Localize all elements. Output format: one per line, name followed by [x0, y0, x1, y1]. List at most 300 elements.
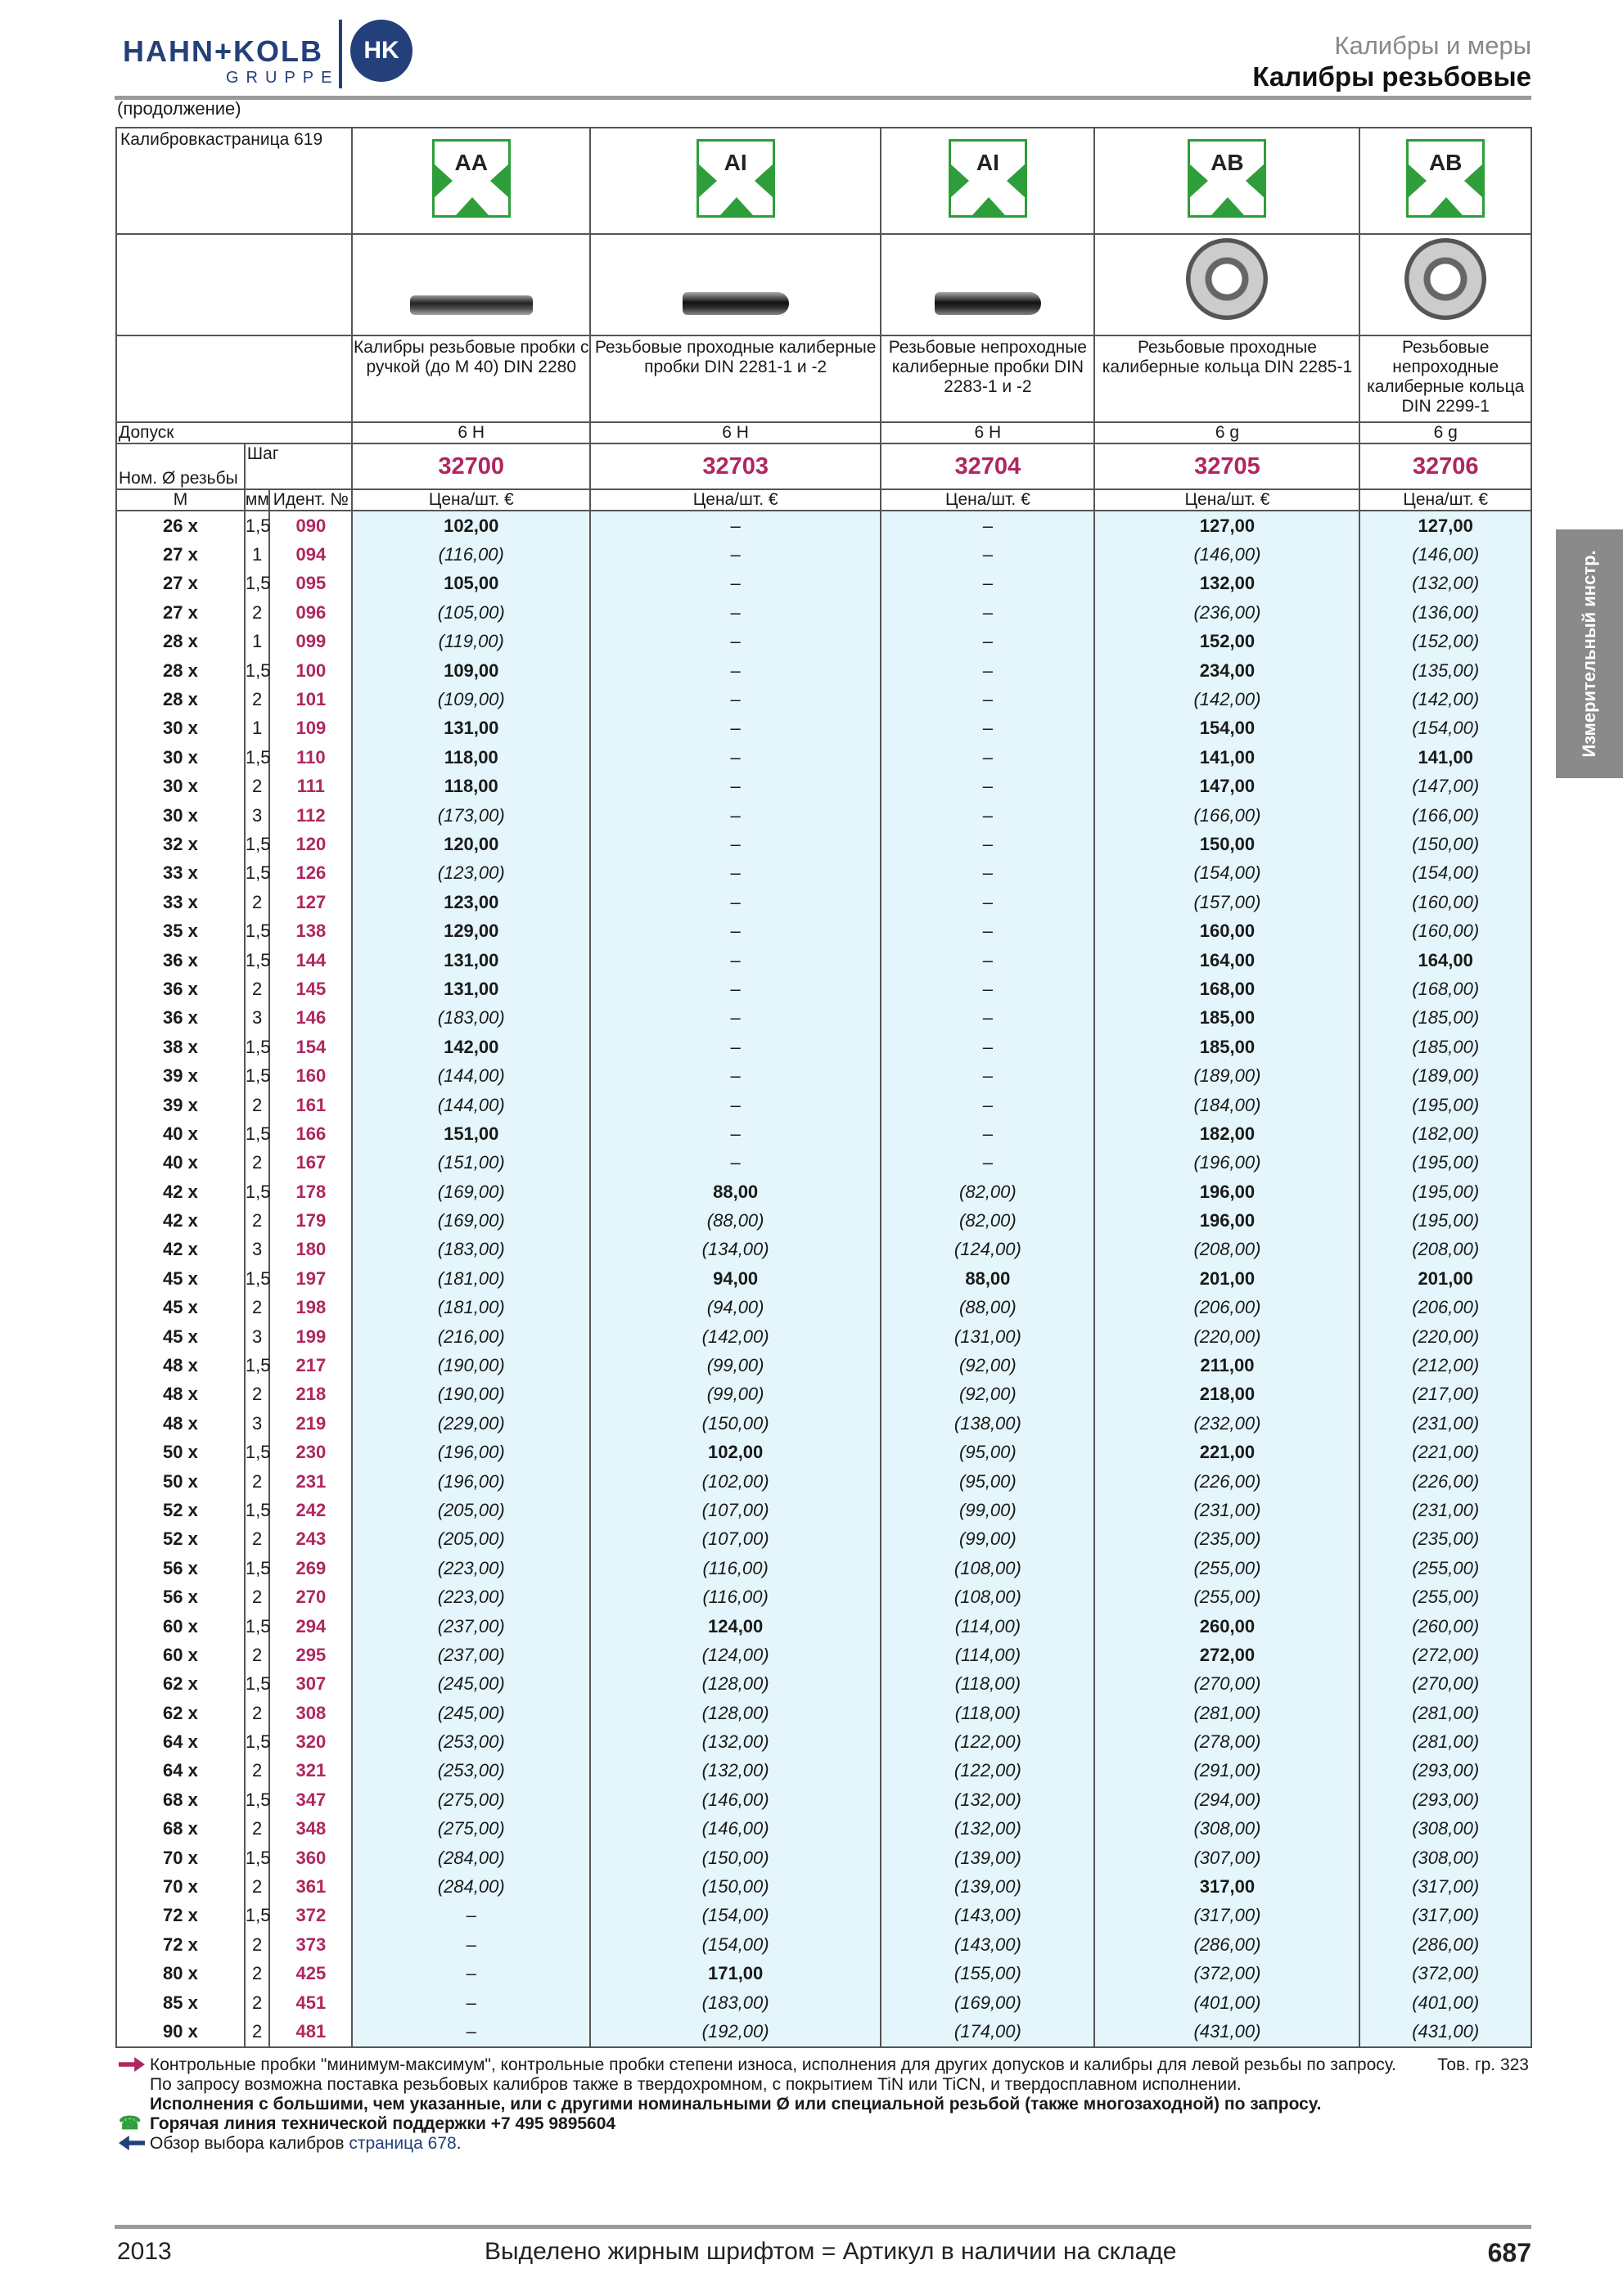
pitch: 1,5: [245, 1438, 269, 1467]
price-32706: (136,00): [1359, 598, 1531, 627]
price-32703: (154,00): [590, 1902, 881, 1930]
pitch: 1,5: [245, 1902, 269, 1930]
table-row: [116, 628, 1531, 656]
price-32703: (142,00): [590, 1322, 881, 1351]
price-32704: –: [881, 859, 1094, 888]
product-image-2: [881, 234, 1094, 335]
price-32705: (154,00): [1094, 859, 1359, 888]
table-row: [116, 656, 1531, 685]
thread-size: 36 x: [116, 946, 245, 975]
price-32705: (231,00): [1094, 1496, 1359, 1524]
article-2: 32704: [881, 443, 1094, 489]
price-32704: (122,00): [881, 1727, 1094, 1756]
thread-size: 50 x: [116, 1467, 245, 1496]
ident-no: 348: [269, 1815, 352, 1844]
thread-size: 72 x: [116, 1902, 245, 1930]
price-32700: (245,00): [352, 1670, 590, 1699]
price-32704: –: [881, 714, 1094, 743]
price-32706: (272,00): [1359, 1641, 1531, 1669]
price-32704: (169,00): [881, 1988, 1094, 2017]
ident-no: 321: [269, 1757, 352, 1785]
price-32705: (317,00): [1094, 1902, 1359, 1930]
table-row: [116, 859, 1531, 888]
price-32700: (196,00): [352, 1438, 590, 1467]
price-32700: –: [352, 1988, 590, 2017]
pitch: 3: [245, 1236, 269, 1264]
note-hotline: [115, 2114, 1532, 2134]
thread-size: 42 x: [116, 1177, 245, 1206]
table-row: [116, 1294, 1531, 1322]
ident-no: 294: [269, 1612, 352, 1641]
price-32700: –: [352, 1930, 590, 1959]
pitch: 1: [245, 540, 269, 569]
price-32704: (99,00): [881, 1525, 1094, 1554]
thread-size: 56 x: [116, 1582, 245, 1611]
table-row: [116, 1902, 1531, 1930]
price-32703: (128,00): [590, 1699, 881, 1727]
price-32705: 152,00: [1094, 628, 1359, 656]
price-32706: 164,00: [1359, 946, 1531, 975]
product-desc-0: Калибры резьбовые пробки с ручкой (до М 40) DIN 2280: [352, 335, 590, 422]
tolerance-4: 6 g: [1359, 422, 1531, 443]
pitch: 1,5: [245, 1670, 269, 1699]
thread-size: 85 x: [116, 1988, 245, 2017]
note-coatings: По запросу возможна поставка резьбовых калибров также в твердохромном, с покрытием TiN или TiCN, и твердосплавном исполнении.: [150, 2075, 1242, 2094]
price-32700: (275,00): [352, 1815, 590, 1844]
table-row: [116, 888, 1531, 916]
thread-size: 80 x: [116, 1960, 245, 1988]
pitch: 3: [245, 801, 269, 830]
price-32700: (183,00): [352, 1236, 590, 1264]
note-special: Исполнения с большими, чем указанные, или с другими номинальными Ø или специальной резьбой (также многозаходной) по запросу.: [150, 2095, 1322, 2114]
price-unit-1: Цена/шт. €: [590, 489, 881, 511]
price-32700: (119,00): [352, 628, 590, 656]
thread-size: 33 x: [116, 888, 245, 916]
price-32703: –: [590, 1033, 881, 1061]
footer-rule: [115, 2225, 1531, 2229]
table-row: [116, 1409, 1531, 1438]
table-row: [116, 743, 1531, 772]
price-32700: (190,00): [352, 1351, 590, 1380]
thread-size: 52 x: [116, 1496, 245, 1524]
price-32705: (307,00): [1094, 1844, 1359, 1872]
product-badge-4: [1359, 128, 1531, 234]
price-rows: [116, 511, 1531, 2047]
table-row: [116, 1004, 1531, 1033]
pitch: 2: [245, 1467, 269, 1496]
col-ident-header: Идент. №: [269, 489, 352, 511]
pitch: 1,5: [245, 1496, 269, 1524]
price-32703: (146,00): [590, 1785, 881, 1814]
thread-size: 28 x: [116, 628, 245, 656]
price-32705: (189,00): [1094, 1061, 1359, 1090]
price-32706: (293,00): [1359, 1757, 1531, 1785]
pitch: 2: [245, 1641, 269, 1669]
price-32700: (109,00): [352, 685, 590, 714]
table-row: [116, 1033, 1531, 1061]
ring-gauge-icon: [1404, 238, 1486, 320]
price-32705: (142,00): [1094, 685, 1359, 714]
ident-no: 231: [269, 1467, 352, 1496]
gauge-type-icon: AA: [432, 139, 511, 218]
price-32703: –: [590, 685, 881, 714]
price-32703: (150,00): [590, 1872, 881, 1901]
price-32703: –: [590, 714, 881, 743]
pitch: 2: [245, 772, 269, 801]
pitch: 2: [245, 888, 269, 916]
price-32706: (255,00): [1359, 1554, 1531, 1582]
thread-size: 30 x: [116, 743, 245, 772]
ident-no: 178: [269, 1177, 352, 1206]
price-32705: 201,00: [1094, 1264, 1359, 1293]
price-32703: (94,00): [590, 1294, 881, 1322]
price-32700: 109,00: [352, 656, 590, 685]
table-row: [116, 1988, 1531, 2017]
price-32700: 142,00: [352, 1033, 590, 1061]
thread-size: 30 x: [116, 714, 245, 743]
gauge-type-icon: AI: [949, 139, 1027, 218]
thread-size: 32 x: [116, 830, 245, 858]
pitch: 1: [245, 628, 269, 656]
price-32703: (192,00): [590, 2017, 881, 2046]
product-desc-3: Резьбовые проходные калиберные кольца DIN 2285-1: [1094, 335, 1359, 422]
table-row: [116, 1699, 1531, 1727]
ident-no: 308: [269, 1699, 352, 1727]
price-32703: –: [590, 569, 881, 598]
thread-size: 48 x: [116, 1351, 245, 1380]
thread-size: 35 x: [116, 916, 245, 945]
pitch: 2: [245, 1960, 269, 1988]
price-32705: 160,00: [1094, 916, 1359, 945]
price-32705: (401,00): [1094, 1988, 1359, 2017]
tolerance-3: 6 g: [1094, 422, 1359, 443]
product-desc-1: Резьбовые проходные калиберные пробки DIN 2281-1 и -2: [590, 335, 881, 422]
table-row: [116, 1872, 1531, 1901]
price-32704: –: [881, 1033, 1094, 1061]
ident-no: 269: [269, 1554, 352, 1582]
table-row: [116, 1264, 1531, 1293]
price-32703: –: [590, 540, 881, 569]
price-32700: (123,00): [352, 859, 590, 888]
note-overview: [115, 2134, 1532, 2154]
pitch: 3: [245, 1004, 269, 1033]
price-32700: 102,00: [352, 511, 590, 540]
price-32704: (118,00): [881, 1699, 1094, 1727]
tolerance-2: 6 H: [881, 422, 1094, 443]
price-32703: –: [590, 772, 881, 801]
product-image-1: [590, 234, 881, 335]
table-row: [116, 830, 1531, 858]
price-32703: –: [590, 1149, 881, 1177]
thread-size: 36 x: [116, 975, 245, 1003]
arrow-right-icon: [119, 2057, 145, 2072]
price-32706: (168,00): [1359, 975, 1531, 1003]
pitch: 1,5: [245, 1554, 269, 1582]
thread-size: 30 x: [116, 772, 245, 801]
price-32700: (196,00): [352, 1467, 590, 1496]
side-section-tab[interactable]: [1556, 529, 1623, 778]
pitch: 1,5: [245, 1612, 269, 1641]
thread-size: 90 x: [116, 2017, 245, 2046]
price-32703: 171,00: [590, 1960, 881, 1988]
price-32706: (270,00): [1359, 1670, 1531, 1699]
price-32700: 105,00: [352, 569, 590, 598]
price-32700: (229,00): [352, 1409, 590, 1438]
price-32703: (132,00): [590, 1757, 881, 1785]
price-32703: (124,00): [590, 1641, 881, 1669]
thread-size: 62 x: [116, 1670, 245, 1699]
ident-no: 112: [269, 801, 352, 830]
price-32705: (235,00): [1094, 1525, 1359, 1554]
ident-no: 360: [269, 1844, 352, 1872]
ident-no: 198: [269, 1294, 352, 1322]
price-32706: 141,00: [1359, 743, 1531, 772]
overview-page-link[interactable]: страница 678: [349, 2134, 457, 2153]
price-32700: (216,00): [352, 1322, 590, 1351]
price-32704: –: [881, 801, 1094, 830]
brand-name: HAHN+KOLB: [123, 34, 324, 68]
price-32704: (174,00): [881, 2017, 1094, 2046]
table-row: [116, 1554, 1531, 1582]
price-32704: (131,00): [881, 1322, 1094, 1351]
thread-size: 56 x: [116, 1554, 245, 1582]
price-32704: (132,00): [881, 1815, 1094, 1844]
ident-no: 270: [269, 1582, 352, 1611]
price-32705: 185,00: [1094, 1004, 1359, 1033]
price-32705: (226,00): [1094, 1467, 1359, 1496]
table-row: [116, 714, 1531, 743]
ident-no: 320: [269, 1727, 352, 1756]
pitch: 2: [245, 1380, 269, 1409]
product-badge-1: [590, 128, 881, 234]
price-32704: (122,00): [881, 1757, 1094, 1785]
price-32704: –: [881, 888, 1094, 916]
price-32704: (124,00): [881, 1236, 1094, 1264]
price-32700: 123,00: [352, 888, 590, 916]
pitch: 2: [245, 2017, 269, 2046]
product-group-ref: Тов. гр. 323: [1437, 2055, 1529, 2074]
col-m-header: M: [116, 489, 245, 511]
price-32703: (150,00): [590, 1409, 881, 1438]
price-32700: (105,00): [352, 598, 590, 627]
pitch: 1,5: [245, 656, 269, 685]
price-32704: –: [881, 946, 1094, 975]
ident-no: 361: [269, 1872, 352, 1901]
price-32704: –: [881, 916, 1094, 945]
price-32703: –: [590, 916, 881, 945]
price-32704: (92,00): [881, 1380, 1094, 1409]
price-32706: (281,00): [1359, 1727, 1531, 1756]
price-32700: (284,00): [352, 1844, 590, 1872]
catalog-page-ref: Калибровкастраница 619: [116, 128, 352, 234]
price-32706: (308,00): [1359, 1844, 1531, 1872]
price-32700: (169,00): [352, 1206, 590, 1235]
price-32705: 164,00: [1094, 946, 1359, 975]
thread-size: 42 x: [116, 1236, 245, 1264]
thread-size: 45 x: [116, 1322, 245, 1351]
price-32705: 132,00: [1094, 569, 1359, 598]
thread-size: 48 x: [116, 1380, 245, 1409]
ident-no: 109: [269, 714, 352, 743]
brand-sub: GRUPPE: [226, 69, 340, 87]
note-options-text: Контрольные пробки "минимум-максимум", контрольные пробки степени износа, исполнения для других допусков и калибры для левой резьбы по запросу.: [150, 2055, 1396, 2074]
header-rule: [115, 96, 1531, 100]
price-32706: (189,00): [1359, 1061, 1531, 1090]
table-row: [116, 975, 1531, 1003]
price-32700: (237,00): [352, 1612, 590, 1641]
price-32700: (253,00): [352, 1727, 590, 1756]
price-32704: 88,00: [881, 1264, 1094, 1293]
ident-no: 099: [269, 628, 352, 656]
price-32700: 118,00: [352, 772, 590, 801]
price-32705: 196,00: [1094, 1177, 1359, 1206]
pitch: 1,5: [245, 569, 269, 598]
thread-size: 27 x: [116, 540, 245, 569]
price-32700: –: [352, 1960, 590, 1988]
hotline-text: Горячая линия технической поддержки +7 495 9895604: [150, 2114, 616, 2133]
price-32705: 260,00: [1094, 1612, 1359, 1641]
pitch: 2: [245, 1988, 269, 2017]
price-32700: 120,00: [352, 830, 590, 858]
pitch: 2: [245, 685, 269, 714]
page-number: 687: [1487, 2238, 1531, 2267]
price-32703: (134,00): [590, 1236, 881, 1264]
price-32705: (291,00): [1094, 1757, 1359, 1785]
gauge-type-icon: AI: [697, 139, 775, 218]
price-32704: (95,00): [881, 1467, 1094, 1496]
pitch: 2: [245, 1699, 269, 1727]
tolerance-1: 6 H: [590, 422, 881, 443]
table-row: [116, 1582, 1531, 1611]
thread-size: 60 x: [116, 1641, 245, 1669]
price-32704: –: [881, 1119, 1094, 1148]
price-32704: (99,00): [881, 1496, 1094, 1524]
price-32700: –: [352, 2017, 590, 2046]
price-32706: (317,00): [1359, 1902, 1531, 1930]
table-row: [116, 1351, 1531, 1380]
table-row: [116, 1757, 1531, 1785]
price-32703: –: [590, 975, 881, 1003]
price-32703: –: [590, 743, 881, 772]
price-32706: (281,00): [1359, 1699, 1531, 1727]
price-32704: –: [881, 598, 1094, 627]
thread-size: 68 x: [116, 1815, 245, 1844]
pitch: 1,5: [245, 743, 269, 772]
price-32704: –: [881, 656, 1094, 685]
price-32706: (135,00): [1359, 656, 1531, 685]
price-32706: 127,00: [1359, 511, 1531, 540]
thread-size: 38 x: [116, 1033, 245, 1061]
article-0: 32700: [352, 443, 590, 489]
thread-size: 64 x: [116, 1727, 245, 1756]
price-32706: (231,00): [1359, 1409, 1531, 1438]
price-32704: (138,00): [881, 1409, 1094, 1438]
price-32704: –: [881, 511, 1094, 540]
price-32704: (95,00): [881, 1438, 1094, 1467]
ident-no: 166: [269, 1119, 352, 1148]
ident-no: 373: [269, 1930, 352, 1959]
price-32700: 129,00: [352, 916, 590, 945]
price-32703: 102,00: [590, 1438, 881, 1467]
footer-legend: Выделено жирным шрифтом = Артикул в наличии на складе: [485, 2238, 1177, 2265]
price-32703: –: [590, 598, 881, 627]
page-title: Калибры резьбовые: [1252, 61, 1531, 92]
price-32700: 118,00: [352, 743, 590, 772]
ident-no: 126: [269, 859, 352, 888]
price-32706: (286,00): [1359, 1930, 1531, 1959]
ident-no: 146: [269, 1004, 352, 1033]
overview-suffix: .: [456, 2134, 462, 2153]
price-32703: –: [590, 1061, 881, 1090]
price-32703: (150,00): [590, 1844, 881, 1872]
price-32700: (116,00): [352, 540, 590, 569]
ident-no: 307: [269, 1670, 352, 1699]
thread-size: 52 x: [116, 1525, 245, 1554]
image-row-blank: [116, 234, 352, 335]
table-row: [116, 1815, 1531, 1844]
thread-size: 30 x: [116, 801, 245, 830]
price-32706: (255,00): [1359, 1582, 1531, 1611]
table-row: [116, 1525, 1531, 1554]
ident-no: 481: [269, 2017, 352, 2046]
article-4: 32706: [1359, 443, 1531, 489]
price-32703: 124,00: [590, 1612, 881, 1641]
price-32706: (195,00): [1359, 1149, 1531, 1177]
price-32704: (132,00): [881, 1785, 1094, 1814]
pitch: 3: [245, 1322, 269, 1351]
pitch: 2: [245, 1930, 269, 1959]
price-32705: (294,00): [1094, 1785, 1359, 1814]
price-32706: (195,00): [1359, 1177, 1531, 1206]
price-32706: (293,00): [1359, 1785, 1531, 1814]
price-32703: (107,00): [590, 1525, 881, 1554]
table-row: [116, 2017, 1531, 2046]
price-32705: (308,00): [1094, 1815, 1359, 1844]
table-row: [116, 801, 1531, 830]
price-32703: 94,00: [590, 1264, 881, 1293]
pitch: 2: [245, 1815, 269, 1844]
price-32700: (181,00): [352, 1294, 590, 1322]
price-32706: (226,00): [1359, 1467, 1531, 1496]
price-32706: (182,00): [1359, 1119, 1531, 1148]
thread-size: 26 x: [116, 511, 245, 540]
price-32700: (169,00): [352, 1177, 590, 1206]
price-unit-4: Цена/шт. €: [1359, 489, 1531, 511]
table-row: [116, 1380, 1531, 1409]
price-32706: (160,00): [1359, 888, 1531, 916]
price-32705: (206,00): [1094, 1294, 1359, 1322]
price-32705: 317,00: [1094, 1872, 1359, 1901]
footnotes: [115, 2055, 1532, 2154]
ident-no: 144: [269, 946, 352, 975]
ident-no: 199: [269, 1322, 352, 1351]
price-32706: (154,00): [1359, 714, 1531, 743]
ident-no: 111: [269, 772, 352, 801]
price-32705: 211,00: [1094, 1351, 1359, 1380]
table-row: [116, 772, 1531, 801]
price-32704: –: [881, 830, 1094, 858]
price-32706: (152,00): [1359, 628, 1531, 656]
pitch: 1,5: [245, 1119, 269, 1148]
table-row: [116, 946, 1531, 975]
price-32705: 154,00: [1094, 714, 1359, 743]
table-row: [116, 1322, 1531, 1351]
gauge-type-icon: AB: [1406, 139, 1485, 218]
pitch: 1,5: [245, 1264, 269, 1293]
price-32703: (132,00): [590, 1727, 881, 1756]
table-row: [116, 1785, 1531, 1814]
ident-no: 154: [269, 1033, 352, 1061]
